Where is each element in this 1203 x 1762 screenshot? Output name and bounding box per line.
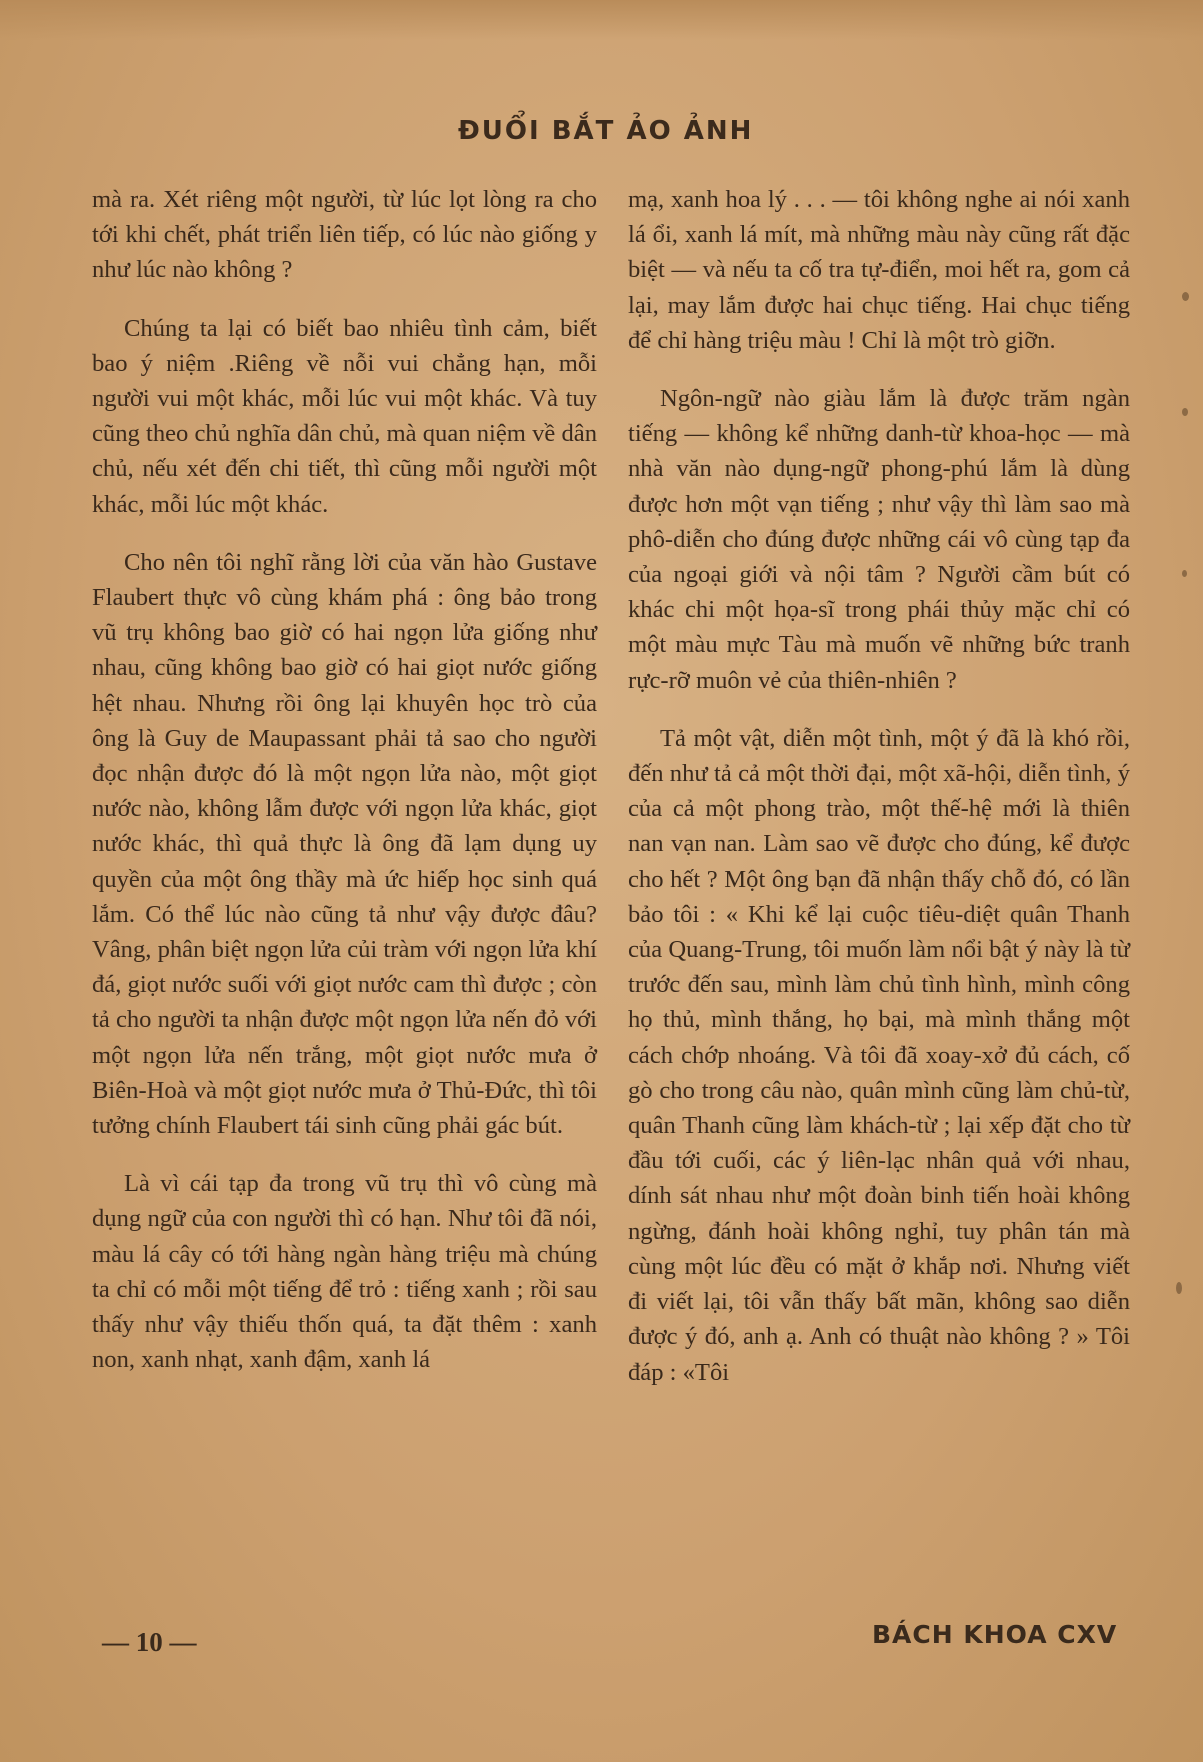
paper-speck xyxy=(1182,408,1188,416)
left-text-column xyxy=(92,182,597,1401)
publication-name: BÁCH KHOA CXV xyxy=(872,1620,1118,1649)
paragraph: Cho nên tôi nghĩ rằng lời của văn hào Gustave Flaubert thực vô cùng khám phá : ông bảo trong vũ trụ không bao giờ có hai ngọn lửa giống như nhau, cũng không bao giờ có hai giọt nước giống hệt nhau. Nhưng rồi ông lại khuyên học trò của ông là Guy de Maupassant phải tả sao cho người đọc nhận được đó là một ngọn lửa nào, một giọt nước nào, không lẫm được với ngọn lửa khác, giọt nước khác, thì quả thực là ông đã lạm dụng uy quyền của một ông thầy mà ức hiếp học sinh quá lắm. Có thể lúc nào cũng tả như vậy được đâu? Vâng, phân biệt ngọn lửa củi tràm với ngọn lửa khí đá, giọt nước suối với giọt nước cam thì được ; còn tả cho người ta nhận được một ngọn lửa nến đỏ với một ngọn lửa nến trắng, một giọt nước mưa ở Biên-Hoà và một giọt nước mưa ở Thủ-Đức, thì tôi tưởng chính Flaubert tái sinh cũng phải gác bút. xyxy=(92,548,597,1140)
page-header-title: ĐUỔI BẮT ẢO ẢNH xyxy=(458,116,754,146)
paragraph: Là vì cái tạp đa trong vũ trụ thì vô cùng mà dụng ngữ của con người thì có hạn. Như tôi đã nói, màu lá cây có tới hàng ngàn hàng triệu mà chúng ta chỉ có mỗi một tiếng để trỏ : tiếng xanh ; rồi sau thấy như vậy thiếu thốn quá, ta đặt thêm : xanh non, xanh nhạt, xanh đậm, xanh lá xyxy=(92,1170,597,1374)
paper-speck xyxy=(1182,570,1187,577)
paragraph: Chúng ta lại có biết bao nhiêu tình cảm, biết bao ý niệm .Riêng về nỗi vui chẳng hạn, mỗi người vui một khác, mỗi lúc vui một khác. Và tuy cũng theo chủ nghĩa dân chủ, mà quan niệm về dân chủ, nếu xét đến chi tiết, thì cũng mỗi người một khác, mỗi lúc một khác. xyxy=(92,314,597,518)
paragraph: Ngôn-ngữ nào giàu lắm là được trăm ngàn tiếng — không kể những danh-từ khoa-học — mà nhà văn nào dụng-ngữ phong-phú lắm là dùng được hơn một vạn tiếng ; như vậy thì làm sao mà phô-diễn cho đúng được những cái vô cùng tạp đa của ngoại giới và nội tâm ? Người cầm bút có khác chi một họa-sĩ trong phái thủy mặc chỉ có một màu mực Tàu mà muốn vẽ những bức tranh rực-rỡ muôn vẻ của thiên-nhiên ? xyxy=(628,385,1130,694)
paper-speck xyxy=(1176,1282,1182,1294)
paragraph: Tả một vật, diễn một tình, một ý đã là khó rồi, đến như tả cả một thời đại, một xã-hội, diễn tình, ý của cả một phong trào, một thế-hệ mới là thiên nan vạn nan. Làm sao vẽ được cho đúng, kể được cho hết ? Một ông bạn đã nhận thấy chỗ đó, có lần bảo tôi : « Khi kể lại cuộc tiêu-diệt quân Thanh của Quang-Trung, tôi muốn làm nổi bật ý này là từ trước đến sau, mình làm chủ tình hình, mình công họ thủ, mình thắng, họ bại, mà mình thắng một cách chớp nhoáng. Và tôi đã xoay-xở đủ cách, cố gò cho trong câu nào, quân mình cũng làm chủ-từ, quân Thanh cũng làm khách-từ ; lại xếp đặt cho từ đầu tới cuối, các ý liên-lạc nhân quả với nhau, dính sát nhau như một đoàn binh tiến hoài không ngừng, đánh hoài không nghỉ, tuy phân tán mà cùng một lúc đều có mặt ở khắp nơi. Nhưng viết đi viết lại, tôi vẫn thấy bất mãn, không sao diễn được ý đó, anh ạ. Anh có thuật nào không ? » Tôi đáp : «Tôi xyxy=(628,724,1130,1386)
page-number: — 10 — xyxy=(102,1627,197,1657)
right-text-column xyxy=(628,182,1130,1413)
page-edge-shadow xyxy=(0,0,1203,40)
paragraph: mà ra. Xét riêng một người, từ lúc lọt lòng ra cho tới khi chết, phát triển liên tiếp, có lúc nào giống y như lúc nào không ? xyxy=(92,186,597,284)
paper-speck xyxy=(1182,292,1189,301)
paragraph: mạ, xanh hoa lý . . . — tôi không nghe ai nói xanh lá ổi, xanh lá mít, mà những màu này cũng rất đặc biệt — và nếu ta cố tra tự-điển, moi hết ra, gom cả lại, may lắm được hai chục tiếng. Hai chục tiếng để chỉ hàng triệu màu ! Chỉ là một trò giỡn. xyxy=(628,186,1130,354)
